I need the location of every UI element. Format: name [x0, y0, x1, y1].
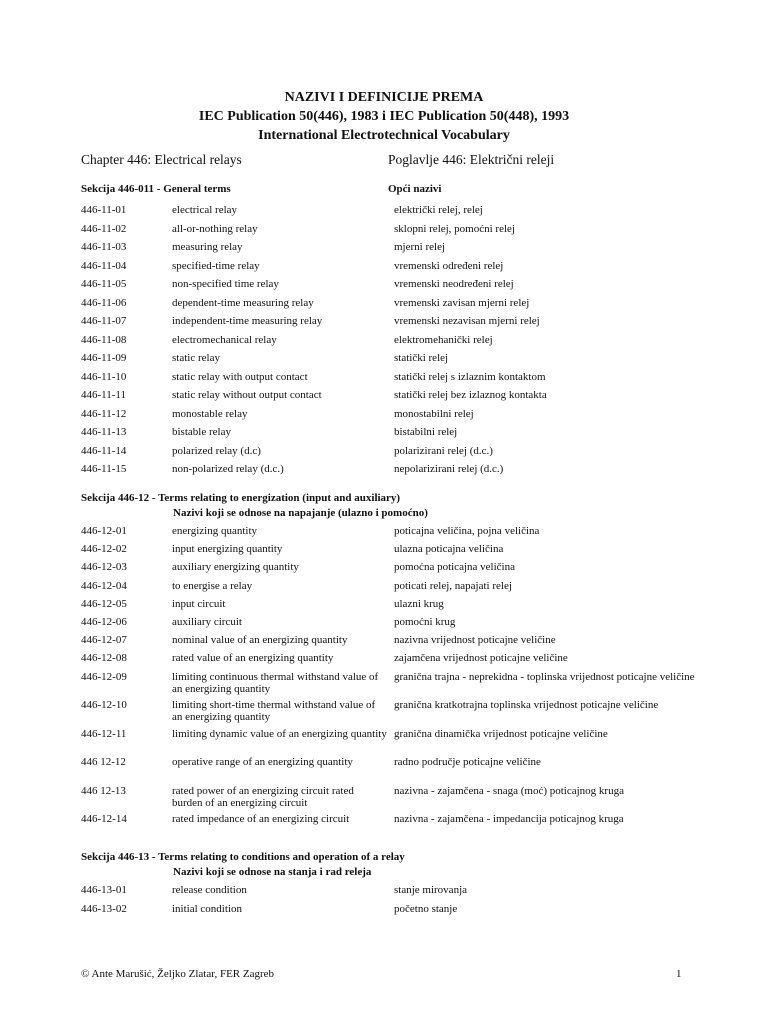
term-croatian: elektromehanički relej — [394, 333, 493, 346]
term-code: 446-12-11 — [81, 727, 127, 740]
term-code: 446-11-12 — [81, 407, 127, 420]
term-row — [81, 241, 721, 260]
term-code: 446-12-10 — [81, 699, 127, 711]
term-row — [81, 785, 721, 814]
term-croatian: statički relej s izlaznim kontaktom — [394, 370, 546, 383]
term-row — [81, 561, 721, 579]
term-english: static relay without output contact — [172, 389, 322, 401]
term-croatian: vremenski neodređeni relej — [394, 278, 514, 290]
term-code: 446-11-10 — [81, 370, 127, 383]
term-code: 446-11-08 — [81, 333, 127, 346]
term-croatian: polarizirani relej (d.c.) — [394, 444, 493, 457]
term-english: energizing quantity — [172, 525, 258, 537]
term-english: auxiliary circuit — [172, 615, 242, 628]
term-row — [81, 813, 721, 831]
section-heading — [81, 850, 721, 884]
term-row — [81, 278, 721, 297]
term-english: independent-time measuring relay — [172, 315, 323, 327]
term-row — [81, 315, 721, 334]
title-line-1: NAZIVI I DEFINICIJE PREMA — [284, 90, 484, 105]
term-code: 446-11-09 — [81, 352, 127, 364]
term-code: 446-11-11 — [81, 389, 127, 401]
term-code: 446-12-03 — [81, 561, 127, 574]
term-row — [81, 223, 721, 242]
term-croatian: sklopni relej, pomoćni relej — [394, 222, 515, 235]
term-code: 446-12-01 — [81, 525, 127, 537]
term-row — [81, 389, 721, 408]
term-code: 446-12-07 — [81, 634, 127, 647]
term-code: 446-13-02 — [81, 902, 127, 915]
footer-authors: © Ante Marušić, Željko Zlatar, FER Zagreb — [81, 968, 275, 980]
term-row — [81, 204, 721, 223]
term-english: static relay with output contact — [172, 370, 308, 383]
term-row — [81, 884, 721, 903]
term-row — [81, 598, 721, 616]
term-row — [81, 903, 721, 922]
term-row — [81, 543, 721, 561]
term-croatian: granična trajna - neprekidna - toplinska vrijednost poticajne veličine — [394, 670, 695, 683]
term-croatian: ulazni krug — [394, 597, 444, 610]
term-english: monostable relay — [172, 407, 248, 420]
section-heading — [81, 491, 721, 525]
term-code: 446-11-04 — [81, 259, 127, 272]
term-code: 446-12-08 — [81, 652, 127, 665]
term-croatian: vremenski nezavisan mjerni relej — [394, 315, 540, 327]
term-code: 446-13-01 — [81, 884, 127, 896]
term-code: 446-11-02 — [81, 222, 127, 235]
term-row — [81, 426, 721, 445]
section-general-terms — [81, 182, 721, 482]
term-english: nominal value of an energizing quantity — [172, 634, 348, 647]
term-code: 446 12-12 — [81, 756, 126, 768]
term-croatian: vremenski određeni relej — [394, 259, 504, 272]
term-code: 446-11-01 — [81, 204, 127, 216]
term-row — [81, 525, 721, 543]
term-code: 446-11-13 — [81, 426, 127, 438]
document-title-block — [0, 88, 768, 145]
term-croatian: pomoćna poticajna veličina — [394, 561, 515, 574]
term-code: 446-12-04 — [81, 579, 127, 592]
term-croatian: električki relej, relej — [394, 204, 483, 216]
term-english: input circuit — [172, 597, 226, 610]
term-english: operative range of an energizing quantity — [172, 756, 353, 768]
term-croatian: nepolarizirani relej (d.c.) — [394, 463, 504, 475]
term-row — [81, 756, 721, 785]
term-english: to energise a relay — [172, 579, 253, 592]
section-title: Sekcija 446-12 - Terms relating to energization (input and auxiliary) — [81, 492, 401, 504]
term-english: measuring relay — [172, 241, 243, 253]
term-croatian: mjerni relej — [394, 241, 446, 253]
term-row — [81, 580, 721, 598]
term-english: polarized relay (d.c) — [172, 444, 261, 457]
term-code: 446-11-15 — [81, 463, 127, 475]
term-croatian: statički relej — [394, 352, 449, 364]
term-english: limiting continuous thermal withstand value of an energizing quantity — [172, 670, 379, 695]
term-list — [81, 204, 721, 482]
chapter-title-en: Chapter 446: Electrical relays — [81, 152, 242, 167]
term-row — [81, 671, 721, 700]
section-title-hr: Opći nazivi — [388, 183, 442, 195]
term-croatian: zajamčena vrijednost poticajne veličine — [394, 652, 568, 665]
term-row — [81, 652, 721, 670]
term-english: rated value of an energizing quantity — [172, 652, 334, 665]
section-energization — [81, 491, 721, 831]
term-list — [81, 884, 721, 921]
term-croatian: bistabilni relej — [394, 426, 458, 438]
term-row — [81, 297, 721, 316]
term-row — [81, 463, 721, 482]
term-croatian: nazivna vrijednost poticajne veličine — [394, 634, 556, 647]
term-english: static relay — [172, 352, 220, 364]
term-english: auxiliary energizing quantity — [172, 561, 299, 574]
term-row — [81, 371, 721, 390]
section-title: Sekcija 446-011 - General terms — [81, 183, 231, 195]
term-english: non-polarized relay (d.c.) — [172, 463, 284, 475]
term-english: limiting dynamic value of an energizing quantity — [172, 727, 387, 740]
term-row — [81, 634, 721, 652]
term-croatian: ulazna poticajna veličina — [394, 543, 504, 556]
term-english: all-or-nothing relay — [172, 222, 258, 235]
title-line-3: International Electrotechnical Vocabulary — [258, 128, 510, 143]
term-english: dependent-time measuring relay — [172, 296, 314, 309]
term-english: limiting short-time thermal withstand value of an energizing quantity — [172, 699, 376, 723]
term-code: 446-12-05 — [81, 597, 127, 610]
term-croatian: stanje mirovanja — [394, 884, 468, 896]
term-code: 446-12-09 — [81, 670, 127, 683]
term-code: 446 12-13 — [81, 784, 126, 797]
term-code: 446-11-14 — [81, 444, 127, 457]
term-english: input energizing quantity — [172, 543, 283, 556]
term-croatian: poticajna veličina, pojna veličina — [394, 525, 540, 537]
section-title: Sekcija 446-13 - Terms relating to conditions and operation of a relay — [81, 851, 405, 863]
term-code: 446-11-07 — [81, 315, 127, 327]
term-row — [81, 260, 721, 279]
term-code: 446-11-06 — [81, 296, 127, 309]
term-croatian: granična kratkotrajna toplinska vrijednost poticajne veličine — [394, 699, 659, 711]
term-croatian: nazivna - zajamčena - impedancija poticajnog kruga — [394, 813, 624, 825]
term-english: rated power of an energizing circuit rated burden of an energizing circuit — [172, 784, 354, 809]
term-croatian: granična dinamička vrijednost poticajne veličine — [394, 727, 608, 740]
term-english: release condition — [172, 884, 247, 896]
term-row — [81, 408, 721, 427]
section-subtitle: Nazivi koji se odnose na napajanje (ulazno i pomoćno) — [173, 507, 428, 519]
term-row — [81, 699, 721, 728]
term-croatian: nazivna - zajamčena - snaga (moć) poticajnog kruga — [394, 784, 624, 797]
term-code: 446-12-14 — [81, 813, 127, 825]
term-croatian: poticati relej, napajati relej — [394, 579, 512, 592]
section-conditions — [81, 850, 721, 921]
page-number: 1 — [676, 968, 682, 980]
term-row — [81, 616, 721, 634]
title-line-2: IEC Publication 50(446), 1983 i IEC Publication 50(448), 1993 — [198, 109, 570, 124]
term-code: 446-12-06 — [81, 615, 127, 628]
section-heading — [81, 182, 721, 204]
term-english: non-specified time relay — [172, 278, 279, 290]
term-croatian: vremenski zavisan mjerni relej — [394, 296, 530, 309]
term-croatian: statički relej bez izlaznog kontakta — [394, 389, 547, 401]
term-croatian: početno stanje — [394, 902, 458, 915]
term-croatian: pomoćni krug — [394, 615, 456, 628]
term-english: bistable relay — [172, 426, 231, 438]
section-subtitle: Nazivi koji se odnose na stanja i rad releja — [173, 866, 372, 878]
term-english: electromechanical relay — [172, 333, 277, 346]
term-row — [81, 445, 721, 464]
term-english: specified-time relay — [172, 259, 260, 272]
term-row — [81, 334, 721, 353]
term-row — [81, 728, 721, 757]
term-code: 446-12-02 — [81, 543, 127, 556]
term-english: initial condition — [172, 902, 242, 915]
chapter-title-hr: Poglavlje 446: Električni releji — [388, 152, 555, 167]
term-croatian: monostabilni relej — [394, 407, 474, 420]
term-english: electrical relay — [172, 204, 238, 216]
term-list — [81, 525, 721, 831]
term-code: 446-11-05 — [81, 278, 127, 290]
term-row — [81, 352, 721, 371]
term-english: rated impedance of an energizing circuit — [172, 813, 350, 825]
term-code: 446-11-03 — [81, 241, 127, 253]
term-croatian: radno područje poticajne veličine — [394, 756, 541, 768]
